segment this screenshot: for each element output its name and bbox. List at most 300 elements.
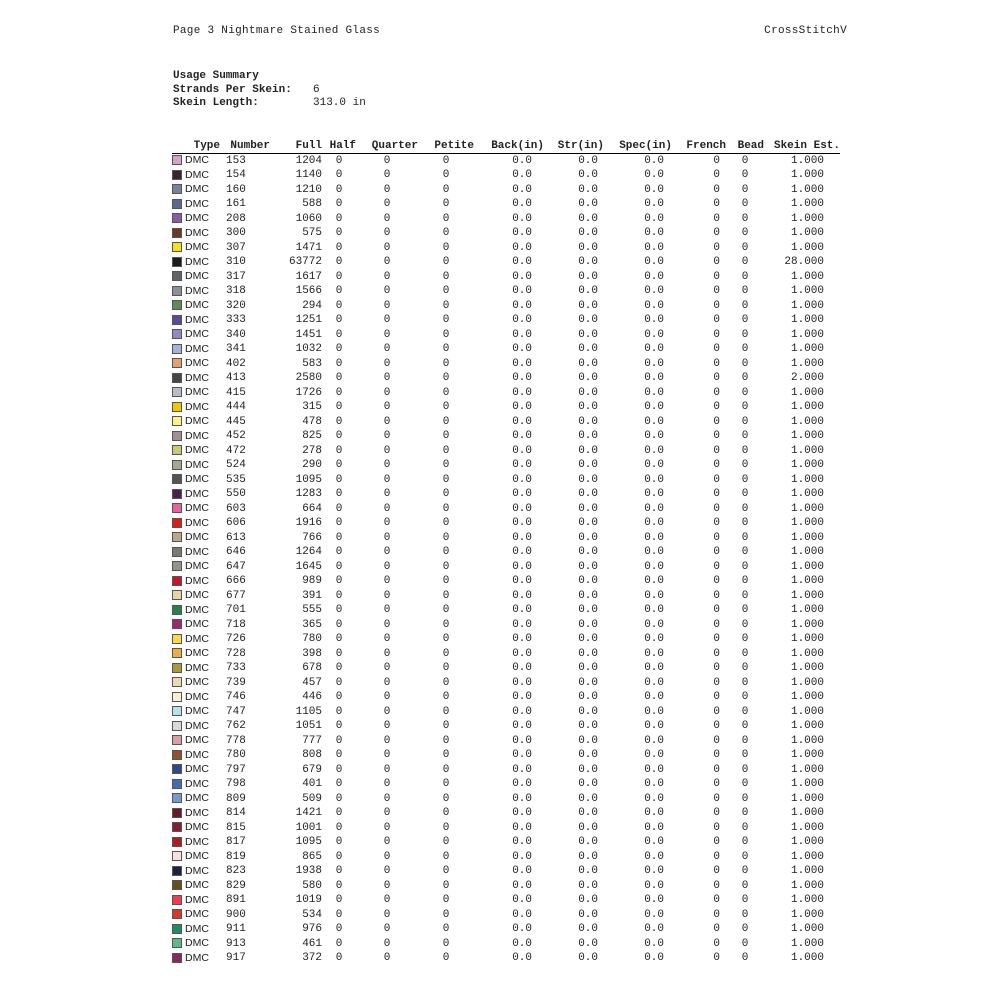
cell-french: 0 bbox=[713, 183, 720, 196]
cell-skein: 1.000 bbox=[790, 285, 824, 297]
cell-french: 0 bbox=[713, 937, 720, 950]
cell-half: 0 bbox=[335, 908, 343, 921]
cell-bead: 0 bbox=[741, 589, 749, 602]
cell-skein: 2.000 bbox=[790, 372, 824, 384]
cell-bead: 0 bbox=[741, 647, 749, 660]
usage-table bbox=[172, 138, 840, 966]
cell-spec: 0.0 bbox=[644, 314, 664, 326]
thread-type: DMC bbox=[185, 908, 209, 920]
cell-back: 0.0 bbox=[512, 459, 532, 471]
cell-half: 0 bbox=[335, 618, 343, 631]
cell-full: 1095 bbox=[295, 473, 322, 486]
table-row bbox=[172, 807, 840, 822]
cell-skein: 1.000 bbox=[790, 386, 824, 399]
cell-skein: 1.000 bbox=[790, 821, 824, 834]
cell-number: 603 bbox=[226, 502, 246, 515]
cell-quarter: 0 bbox=[383, 937, 391, 950]
cell-petite: 0 bbox=[442, 343, 450, 355]
cell-french: 0 bbox=[713, 372, 720, 384]
table-row bbox=[172, 285, 840, 300]
cell-bead: 0 bbox=[741, 763, 749, 776]
cell-type bbox=[172, 836, 220, 851]
cell-back: 0.0 bbox=[512, 328, 532, 341]
thread-type: DMC bbox=[185, 400, 209, 413]
thread-type: DMC bbox=[185, 168, 209, 181]
cell-petite: 0 bbox=[442, 937, 450, 950]
cell-spec: 0.0 bbox=[644, 227, 664, 239]
cell-full: 766 bbox=[302, 531, 322, 544]
cell-petite: 0 bbox=[442, 720, 450, 732]
cell-skein: 1.000 bbox=[790, 763, 824, 776]
cell-half: 0 bbox=[335, 270, 343, 283]
cell-half: 0 bbox=[335, 198, 343, 210]
cell-petite: 0 bbox=[442, 589, 450, 602]
cell-skein: 1.000 bbox=[790, 459, 824, 471]
cell-skein: 1.000 bbox=[790, 531, 824, 544]
cell-spec: 0.0 bbox=[644, 937, 664, 950]
thread-type: DMC bbox=[185, 748, 209, 761]
cell-skein: 1.000 bbox=[790, 473, 824, 486]
cell-french: 0 bbox=[713, 807, 720, 819]
col-header-str: Str(in) bbox=[557, 139, 604, 152]
cell-petite: 0 bbox=[442, 879, 450, 892]
color-swatch bbox=[172, 547, 182, 557]
cell-str: 0.0 bbox=[578, 618, 598, 631]
cell-french: 0 bbox=[713, 865, 720, 877]
cell-number: 913 bbox=[226, 937, 246, 950]
cell-skein: 1.000 bbox=[790, 560, 824, 573]
cell-back: 0.0 bbox=[512, 618, 532, 631]
cell-french: 0 bbox=[713, 285, 720, 297]
cell-quarter: 0 bbox=[383, 270, 391, 283]
cell-half: 0 bbox=[335, 357, 343, 370]
table-row bbox=[172, 792, 840, 807]
cell-type bbox=[172, 560, 220, 575]
cell-number: 677 bbox=[226, 589, 246, 602]
cell-number: 452 bbox=[226, 430, 246, 442]
cell-full: 1105 bbox=[295, 705, 322, 718]
cell-bead: 0 bbox=[741, 459, 749, 471]
cell-skein: 1.000 bbox=[790, 198, 824, 210]
table-row bbox=[172, 343, 840, 358]
cell-quarter: 0 bbox=[383, 720, 391, 732]
cell-full: 1283 bbox=[295, 488, 322, 500]
cell-half: 0 bbox=[335, 343, 343, 355]
cell-str: 0.0 bbox=[578, 314, 598, 326]
cell-bead: 0 bbox=[741, 314, 749, 326]
cell-type bbox=[172, 473, 220, 488]
cell-spec: 0.0 bbox=[644, 401, 664, 413]
cell-quarter: 0 bbox=[383, 952, 391, 964]
cell-half: 0 bbox=[335, 256, 343, 268]
cell-back: 0.0 bbox=[512, 473, 532, 486]
cell-skein: 1.000 bbox=[790, 879, 824, 892]
table-row bbox=[172, 227, 840, 242]
cell-petite: 0 bbox=[442, 894, 450, 906]
cell-full: 1726 bbox=[295, 386, 322, 399]
cell-spec: 0.0 bbox=[644, 270, 664, 283]
cell-number: 402 bbox=[226, 357, 246, 370]
cell-str: 0.0 bbox=[578, 792, 598, 805]
cell-spec: 0.0 bbox=[644, 473, 664, 486]
thread-type: DMC bbox=[185, 705, 209, 717]
cell-french: 0 bbox=[713, 894, 720, 906]
cell-bead: 0 bbox=[741, 154, 749, 167]
cell-quarter: 0 bbox=[383, 473, 391, 486]
cell-quarter: 0 bbox=[383, 589, 391, 602]
cell-bead: 0 bbox=[741, 908, 749, 921]
cell-french: 0 bbox=[713, 154, 720, 167]
cell-type bbox=[172, 357, 220, 372]
cell-petite: 0 bbox=[442, 169, 450, 181]
cell-back: 0.0 bbox=[512, 792, 532, 805]
cell-spec: 0.0 bbox=[644, 691, 664, 703]
table-row bbox=[172, 908, 840, 923]
cell-half: 0 bbox=[335, 647, 343, 660]
cell-type bbox=[172, 705, 220, 720]
cell-bead: 0 bbox=[741, 676, 749, 689]
cell-full: 825 bbox=[302, 430, 322, 442]
cell-str: 0.0 bbox=[578, 241, 598, 254]
cell-type bbox=[172, 401, 220, 416]
cell-half: 0 bbox=[335, 894, 343, 906]
table-row bbox=[172, 212, 840, 227]
cell-str: 0.0 bbox=[578, 299, 598, 312]
cell-quarter: 0 bbox=[383, 734, 391, 747]
cell-quarter: 0 bbox=[383, 604, 391, 616]
cell-back: 0.0 bbox=[512, 894, 532, 906]
thread-type: DMC bbox=[185, 864, 209, 877]
cell-number: 606 bbox=[226, 517, 246, 529]
cell-full: 446 bbox=[302, 691, 322, 703]
cell-str: 0.0 bbox=[578, 865, 598, 877]
cell-skein: 1.000 bbox=[790, 502, 824, 515]
cell-half: 0 bbox=[335, 444, 343, 457]
cell-spec: 0.0 bbox=[644, 894, 664, 906]
cell-french: 0 bbox=[713, 473, 720, 486]
col-header-skein: Skein Est. bbox=[773, 139, 840, 152]
cell-french: 0 bbox=[713, 879, 720, 892]
color-swatch bbox=[172, 561, 182, 571]
cell-number: 814 bbox=[226, 807, 246, 819]
color-swatch bbox=[172, 866, 182, 876]
cell-petite: 0 bbox=[442, 386, 450, 399]
cell-french: 0 bbox=[713, 734, 720, 747]
cell-number: 798 bbox=[226, 778, 246, 790]
cell-spec: 0.0 bbox=[644, 415, 664, 428]
cell-petite: 0 bbox=[442, 241, 450, 254]
cell-type bbox=[172, 778, 220, 793]
cell-full: 678 bbox=[302, 662, 322, 674]
thread-type: DMC bbox=[185, 937, 209, 949]
cell-back: 0.0 bbox=[512, 937, 532, 950]
color-swatch bbox=[172, 706, 182, 716]
table-row bbox=[172, 836, 840, 851]
cell-quarter: 0 bbox=[383, 546, 391, 558]
cell-quarter: 0 bbox=[383, 778, 391, 790]
thread-type: DMC bbox=[185, 763, 209, 775]
thread-type: DMC bbox=[185, 357, 209, 369]
table-row bbox=[172, 633, 840, 648]
color-swatch bbox=[172, 924, 182, 934]
col-header-half: Half bbox=[329, 139, 356, 152]
cell-quarter: 0 bbox=[383, 502, 391, 515]
cell-bead: 0 bbox=[741, 546, 749, 558]
color-swatch bbox=[172, 373, 182, 383]
cell-number: 413 bbox=[226, 372, 246, 384]
thread-type: DMC bbox=[185, 792, 209, 804]
cell-french: 0 bbox=[713, 604, 720, 616]
cell-quarter: 0 bbox=[383, 575, 391, 587]
cell-str: 0.0 bbox=[578, 923, 598, 935]
thread-type: DMC bbox=[185, 632, 209, 645]
col-header-bead: Bead bbox=[737, 139, 764, 152]
cell-bead: 0 bbox=[741, 386, 749, 399]
cell-half: 0 bbox=[335, 923, 343, 935]
cell-back: 0.0 bbox=[512, 836, 532, 848]
cell-str: 0.0 bbox=[578, 270, 598, 283]
cell-number: 728 bbox=[226, 647, 246, 660]
cell-str: 0.0 bbox=[578, 952, 598, 964]
cell-str: 0.0 bbox=[578, 415, 598, 428]
cell-spec: 0.0 bbox=[644, 575, 664, 587]
table-row bbox=[172, 647, 840, 662]
color-swatch bbox=[172, 329, 182, 339]
cell-number: 161 bbox=[226, 198, 246, 210]
cell-full: 583 bbox=[302, 357, 322, 370]
col-header-back: Back(in) bbox=[491, 139, 544, 152]
cell-full: 1471 bbox=[295, 241, 322, 254]
page-header-app: CrossStitchV bbox=[764, 25, 847, 37]
cell-skein: 1.000 bbox=[790, 807, 824, 819]
cell-petite: 0 bbox=[442, 285, 450, 297]
cell-quarter: 0 bbox=[383, 821, 391, 834]
cell-half: 0 bbox=[335, 865, 343, 877]
cell-str: 0.0 bbox=[578, 401, 598, 413]
cell-type bbox=[172, 459, 220, 474]
cell-quarter: 0 bbox=[383, 618, 391, 631]
table-row bbox=[172, 488, 840, 503]
cell-petite: 0 bbox=[442, 908, 450, 921]
cell-half: 0 bbox=[335, 488, 343, 500]
cell-number: 718 bbox=[226, 618, 246, 631]
cell-half: 0 bbox=[335, 372, 343, 384]
cell-petite: 0 bbox=[442, 270, 450, 283]
thread-type: DMC bbox=[185, 545, 209, 558]
cell-petite: 0 bbox=[442, 517, 450, 529]
cell-type bbox=[172, 444, 220, 459]
cell-petite: 0 bbox=[442, 212, 450, 225]
cell-petite: 0 bbox=[442, 575, 450, 587]
cell-bead: 0 bbox=[741, 850, 749, 863]
cell-french: 0 bbox=[713, 923, 720, 935]
cell-bead: 0 bbox=[741, 212, 749, 225]
cell-quarter: 0 bbox=[383, 850, 391, 863]
cell-back: 0.0 bbox=[512, 169, 532, 181]
cell-half: 0 bbox=[335, 517, 343, 529]
cell-skein: 1.000 bbox=[790, 212, 824, 225]
cell-str: 0.0 bbox=[578, 633, 598, 645]
cell-quarter: 0 bbox=[383, 705, 391, 718]
cell-back: 0.0 bbox=[512, 183, 532, 196]
cell-quarter: 0 bbox=[383, 560, 391, 573]
cell-french: 0 bbox=[713, 314, 720, 326]
cell-bead: 0 bbox=[741, 299, 749, 312]
thread-type: DMC bbox=[185, 299, 209, 311]
cell-str: 0.0 bbox=[578, 575, 598, 587]
thread-type: DMC bbox=[185, 502, 209, 514]
cell-type bbox=[172, 183, 220, 198]
cell-bead: 0 bbox=[741, 198, 749, 210]
thread-type: DMC bbox=[185, 226, 209, 239]
cell-spec: 0.0 bbox=[644, 589, 664, 602]
cell-bead: 0 bbox=[741, 270, 749, 283]
cell-str: 0.0 bbox=[578, 444, 598, 457]
cell-skein: 1.000 bbox=[790, 749, 824, 761]
cell-quarter: 0 bbox=[383, 299, 391, 312]
col-header-spec: Spec(in) bbox=[619, 139, 672, 152]
cell-bead: 0 bbox=[741, 473, 749, 486]
table-row bbox=[172, 372, 840, 387]
cell-skein: 1.000 bbox=[790, 633, 824, 645]
cell-type bbox=[172, 169, 220, 184]
cell-str: 0.0 bbox=[578, 502, 598, 515]
cell-back: 0.0 bbox=[512, 270, 532, 283]
cell-french: 0 bbox=[713, 749, 720, 761]
cell-bead: 0 bbox=[741, 705, 749, 718]
color-swatch bbox=[172, 402, 182, 412]
cell-type bbox=[172, 488, 220, 503]
cell-bead: 0 bbox=[741, 372, 749, 384]
table-row bbox=[172, 778, 840, 793]
cell-half: 0 bbox=[335, 749, 343, 761]
cell-spec: 0.0 bbox=[644, 720, 664, 732]
thread-type: DMC bbox=[185, 690, 209, 703]
cell-skein: 1.000 bbox=[790, 836, 824, 848]
cell-quarter: 0 bbox=[383, 894, 391, 906]
cell-quarter: 0 bbox=[383, 531, 391, 544]
cell-petite: 0 bbox=[442, 691, 450, 703]
cell-french: 0 bbox=[713, 618, 720, 631]
cell-petite: 0 bbox=[442, 778, 450, 790]
cell-type bbox=[172, 314, 220, 329]
cell-str: 0.0 bbox=[578, 212, 598, 225]
cell-petite: 0 bbox=[442, 763, 450, 776]
thread-type: DMC bbox=[185, 415, 209, 427]
cell-skein: 1.000 bbox=[790, 575, 824, 587]
table-row bbox=[172, 415, 840, 430]
cell-number: 535 bbox=[226, 473, 246, 486]
table-row bbox=[172, 183, 840, 198]
color-swatch bbox=[172, 170, 182, 180]
cell-full: 1938 bbox=[295, 865, 322, 877]
cell-quarter: 0 bbox=[383, 154, 391, 167]
cell-str: 0.0 bbox=[578, 749, 598, 761]
cell-half: 0 bbox=[335, 821, 343, 834]
skein-length-value: 313.0 in bbox=[313, 97, 366, 109]
cell-spec: 0.0 bbox=[644, 604, 664, 616]
cell-petite: 0 bbox=[442, 314, 450, 326]
table-row bbox=[172, 314, 840, 329]
cell-number: 310 bbox=[226, 256, 246, 268]
cell-french: 0 bbox=[713, 169, 720, 181]
cell-spec: 0.0 bbox=[644, 865, 664, 877]
cell-spec: 0.0 bbox=[644, 502, 664, 515]
cell-number: 153 bbox=[226, 154, 246, 167]
cell-str: 0.0 bbox=[578, 691, 598, 703]
cell-full: 1566 bbox=[295, 285, 322, 297]
table-row bbox=[172, 894, 840, 909]
cell-quarter: 0 bbox=[383, 459, 391, 471]
cell-back: 0.0 bbox=[512, 386, 532, 399]
cell-number: 646 bbox=[226, 546, 246, 558]
table-header-row bbox=[172, 138, 840, 154]
cell-half: 0 bbox=[335, 401, 343, 413]
color-swatch bbox=[172, 242, 182, 252]
cell-type bbox=[172, 575, 220, 590]
cell-str: 0.0 bbox=[578, 517, 598, 529]
cell-full: 1051 bbox=[295, 720, 322, 732]
cell-skein: 1.000 bbox=[790, 343, 824, 355]
thread-type: DMC bbox=[185, 154, 209, 166]
cell-type bbox=[172, 937, 220, 952]
cell-bead: 0 bbox=[741, 879, 749, 892]
color-swatch bbox=[172, 286, 182, 296]
cell-type bbox=[172, 531, 220, 546]
cell-french: 0 bbox=[713, 256, 720, 268]
cell-half: 0 bbox=[335, 705, 343, 718]
table-row bbox=[172, 444, 840, 459]
cell-full: 808 bbox=[302, 749, 322, 761]
cell-half: 0 bbox=[335, 314, 343, 326]
cell-back: 0.0 bbox=[512, 821, 532, 834]
cell-french: 0 bbox=[713, 270, 720, 283]
cell-spec: 0.0 bbox=[644, 807, 664, 819]
cell-half: 0 bbox=[335, 560, 343, 573]
cell-french: 0 bbox=[713, 720, 720, 732]
cell-bead: 0 bbox=[741, 865, 749, 877]
cell-back: 0.0 bbox=[512, 517, 532, 529]
cell-type bbox=[172, 807, 220, 822]
cell-french: 0 bbox=[713, 227, 720, 239]
table-row bbox=[172, 952, 840, 967]
cell-back: 0.0 bbox=[512, 720, 532, 732]
cell-number: 911 bbox=[226, 923, 246, 935]
color-swatch bbox=[172, 431, 182, 441]
thread-type: DMC bbox=[185, 458, 209, 471]
cell-french: 0 bbox=[713, 343, 720, 355]
table-row bbox=[172, 546, 840, 561]
cell-type bbox=[172, 430, 220, 445]
cell-bead: 0 bbox=[741, 502, 749, 515]
color-swatch bbox=[172, 590, 182, 600]
cell-str: 0.0 bbox=[578, 183, 598, 196]
cell-half: 0 bbox=[335, 604, 343, 616]
cell-french: 0 bbox=[713, 430, 720, 442]
thread-type: DMC bbox=[185, 255, 209, 268]
cell-skein: 1.000 bbox=[790, 401, 824, 413]
cell-quarter: 0 bbox=[383, 343, 391, 355]
thread-type: DMC bbox=[185, 618, 209, 630]
thread-type: DMC bbox=[185, 342, 209, 355]
cell-spec: 0.0 bbox=[644, 676, 664, 689]
cell-petite: 0 bbox=[442, 676, 450, 689]
cell-bead: 0 bbox=[741, 618, 749, 631]
cell-number: 208 bbox=[226, 212, 246, 225]
cell-str: 0.0 bbox=[578, 357, 598, 370]
table-row bbox=[172, 575, 840, 590]
cell-skein: 1.000 bbox=[790, 154, 824, 167]
